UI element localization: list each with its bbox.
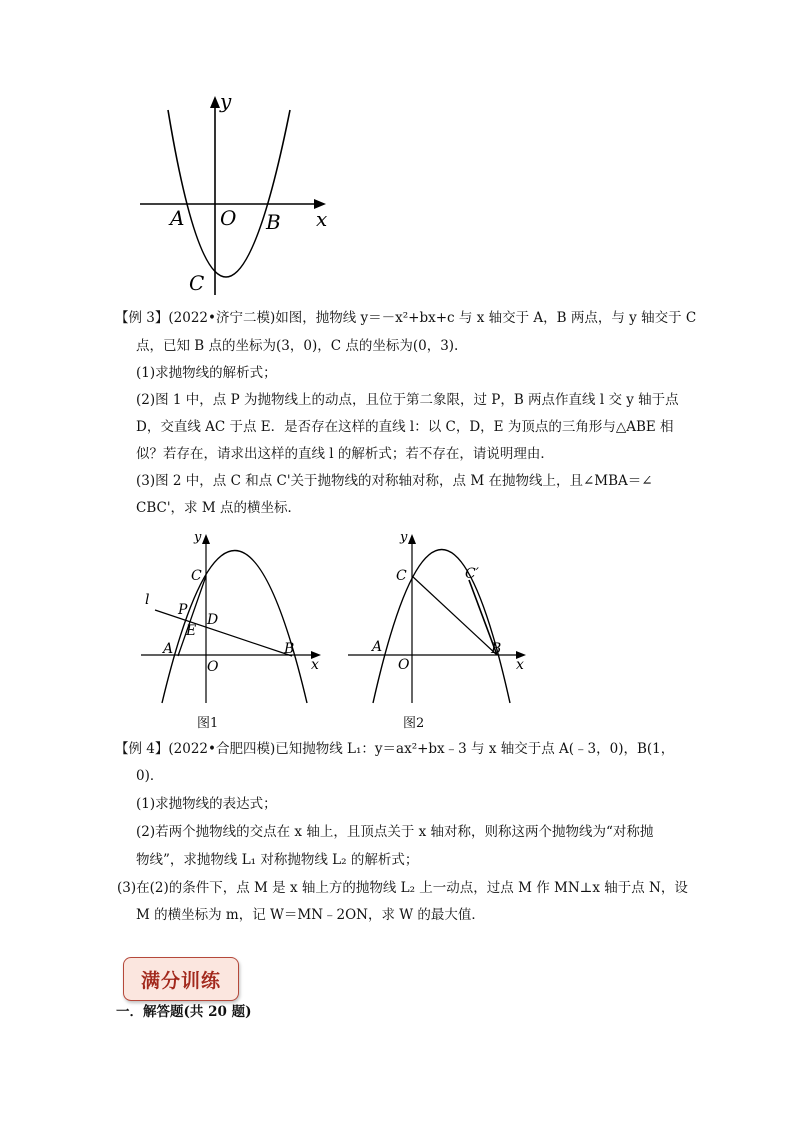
example4-line-1: 【例 4】(2022•合肥四模)已知抛物线 L₁：y＝ax²+bx﹣3 与 x 轴交于点 A(﹣3，0)，B(1， xyxy=(115,741,675,757)
fig1-label-D: D xyxy=(207,612,219,628)
top-parabola-figure xyxy=(130,90,350,305)
fig2-label-A: A xyxy=(372,639,383,655)
fig2-label-x: x xyxy=(516,657,524,673)
fig1-label-x: x xyxy=(311,657,319,673)
top-label-A: A xyxy=(170,206,185,230)
top-parabola-curve xyxy=(168,110,290,277)
fig1-label-C: C xyxy=(191,568,202,584)
example3-line-2: 点，已知 B 点的坐标为(3，0)，C 点的坐标为(0，3). xyxy=(136,338,459,354)
fig2-label-Cp: C′ xyxy=(465,566,479,582)
figure2 xyxy=(340,528,535,708)
full-score-training-badge xyxy=(123,957,239,1001)
fig1-y-arrow xyxy=(202,534,210,544)
example3-line-8: CBC'，求 M 点的横坐标． xyxy=(136,500,301,516)
example3-line-7: (3)图 2 中，点 C 和点 C'关于抛物线的对称轴对称，点 M 在抛物线上，且∠MBA＝∠ xyxy=(136,473,653,489)
example3-line-4: (2)图 1 中，点 P 为抛物线上的动点，且位于第二象限，过 P，B 两点作直线 l 交 y 轴于点 xyxy=(136,392,679,408)
example4-line-2: 0)． xyxy=(136,768,164,784)
example3-line-3: (1)求抛物线的解析式； xyxy=(136,365,277,381)
figure2-caption: 图2 xyxy=(403,716,425,731)
example3-line-5: D，交直线 AC 于点 E．是否存在这样的直线 l：以 C，D，E 为顶点的三角形与△ABE 相 xyxy=(136,419,674,435)
fig1-label-P: P xyxy=(178,602,188,618)
top-label-C: C xyxy=(189,271,205,295)
fig1-label-O: O xyxy=(207,659,219,675)
section-heading: 一．解答题(共 20 题) xyxy=(116,1004,252,1020)
fig1-label-A: A xyxy=(163,641,174,657)
figure1 xyxy=(135,528,330,708)
top-y-arrow xyxy=(210,96,220,108)
top-label-O: O xyxy=(220,206,237,230)
fig2-y-arrow xyxy=(408,534,416,544)
fig1-label-E: E xyxy=(186,623,197,639)
example4-line-6: (3)在(2)的条件下，点 M 是 x 轴上方的抛物线 L₂ 上一动点，过点 M 作 MN⊥x 轴于点 N，设 xyxy=(117,880,688,896)
fig2-line-CB xyxy=(412,576,497,655)
figure1-caption: 图1 xyxy=(197,716,219,731)
fig2-parabola xyxy=(373,550,510,704)
fig1-label-l: l xyxy=(145,592,150,608)
top-label-B: B xyxy=(266,210,281,234)
fig2-label-O: O xyxy=(398,657,410,673)
badge-text: 满分训练 xyxy=(140,970,221,992)
example4-line-4: (2)若两个抛物线的交点在 x 轴上，且顶点关于 x 轴对称，则称这两个抛物线为“对称抛 xyxy=(136,824,654,840)
top-label-x: x xyxy=(316,207,328,231)
fig1-label-y: y xyxy=(194,530,202,545)
fig2-label-C: C xyxy=(396,568,407,584)
fig1-label-B: B xyxy=(284,641,295,657)
fig1-parabola xyxy=(162,551,307,704)
example4-line-5: 物线”，求抛物线 L₁ 对称抛物线 L₂ 的解析式； xyxy=(136,852,419,868)
example3-line-6: 似？若存在，请求出这样的直线 l 的解析式；若不存在，请说明理由． xyxy=(136,446,554,462)
example3-line-1: 【例 3】(2022•济宁二模)如图，抛物线 y＝－x²+bx+c 与 x 轴交于 A，B 两点，与 y 轴交于 C xyxy=(115,310,697,326)
top-label-y: y xyxy=(220,90,232,113)
fig2-label-y: y xyxy=(400,530,408,545)
example4-line-7: M 的横坐标为 m，记 W＝MN﹣2ON，求 W 的最大值． xyxy=(136,907,485,923)
example4-line-3: (1)求抛物线的表达式； xyxy=(136,796,277,812)
fig1-line-l xyxy=(155,610,295,657)
fig2-label-B: B xyxy=(491,641,502,657)
